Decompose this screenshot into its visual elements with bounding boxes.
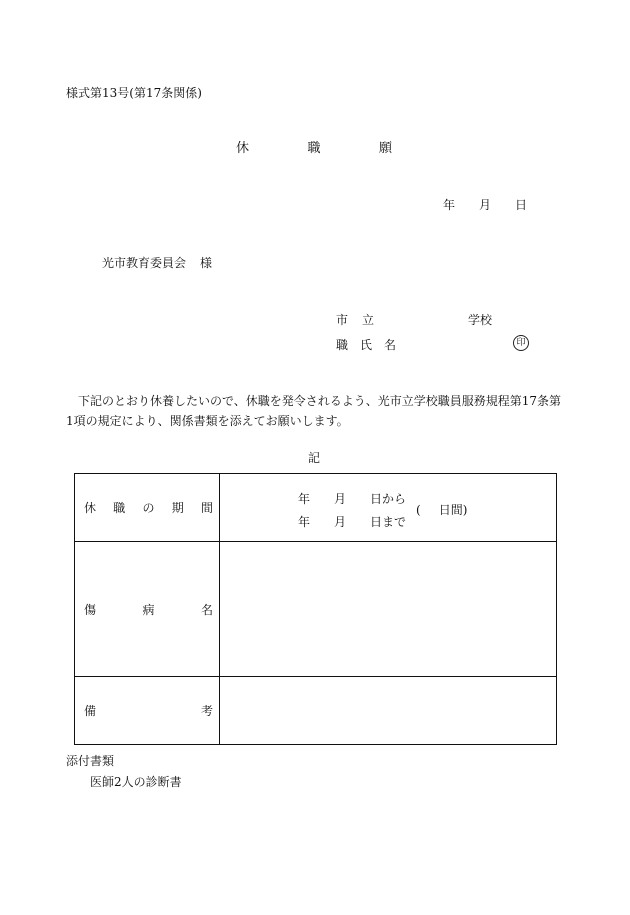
title-char: 休 bbox=[236, 141, 250, 156]
label-char: 備 bbox=[84, 704, 97, 718]
document-title bbox=[236, 142, 392, 155]
record-heading: 記 bbox=[308, 451, 321, 465]
label-char: 職 bbox=[113, 501, 126, 515]
attachment-item: 医師2人の診断書 bbox=[90, 775, 182, 789]
addressee-name: 光市教育委員会 bbox=[102, 256, 187, 270]
addressee-honorific: 様 bbox=[200, 256, 213, 270]
period-label bbox=[75, 499, 219, 516]
applicant-name-label bbox=[336, 339, 396, 351]
days-close-label: 日間) bbox=[438, 503, 468, 517]
leave-details-table bbox=[74, 473, 557, 745]
title-char: 職 bbox=[307, 141, 321, 156]
label-char: 期 bbox=[171, 501, 184, 515]
city-char: 市 bbox=[336, 313, 349, 327]
date-year-label: 年 bbox=[443, 198, 456, 212]
table-row bbox=[75, 474, 557, 542]
from-month-label: 月 bbox=[334, 492, 347, 506]
label-char: 考 bbox=[200, 704, 213, 718]
remarks-label bbox=[75, 702, 219, 719]
name-char: 名 bbox=[383, 338, 396, 352]
title-char: 願 bbox=[378, 141, 392, 156]
days-count-field bbox=[416, 501, 467, 518]
label-char: 休 bbox=[84, 501, 97, 515]
period-from-line bbox=[298, 490, 406, 507]
school-label: 学校 bbox=[468, 313, 493, 327]
period-to-line bbox=[298, 513, 406, 530]
illness-label-cell bbox=[75, 542, 220, 677]
to-day-suffix: 日まで bbox=[370, 515, 407, 529]
seal-mark: 印 bbox=[513, 335, 529, 351]
name-char: 職 bbox=[336, 338, 349, 352]
form-number: 様式第13号(第17条関係) bbox=[66, 86, 202, 100]
date-month-label: 月 bbox=[479, 198, 492, 212]
label-char: 間 bbox=[200, 501, 213, 515]
date-line bbox=[443, 199, 527, 211]
illness-value-cell bbox=[220, 542, 557, 677]
label-char: 傷 bbox=[84, 602, 97, 617]
label-char: 名 bbox=[200, 602, 213, 617]
to-month-label: 月 bbox=[334, 515, 347, 529]
attachments-title: 添付書類 bbox=[66, 754, 115, 768]
days-open-paren: ( bbox=[416, 503, 421, 517]
name-char: 氏 bbox=[359, 338, 372, 352]
table-row bbox=[75, 677, 557, 745]
period-label-cell bbox=[75, 474, 220, 542]
from-day-suffix: 日から bbox=[370, 492, 407, 506]
date-day-label: 日 bbox=[515, 198, 528, 212]
addressee bbox=[102, 257, 212, 269]
label-char: の bbox=[142, 501, 155, 515]
remarks-label-cell bbox=[75, 677, 220, 745]
period-fields bbox=[220, 474, 556, 541]
request-body-text: 下記のとおり休養したいので、休職を発令されるよう、光市立学校職員服務規程第17条第1項の規定により、関係書類を添えてお願いします。 bbox=[66, 394, 562, 428]
table-row bbox=[75, 542, 557, 677]
period-value-cell bbox=[220, 474, 557, 542]
city-char: 立 bbox=[361, 313, 374, 327]
to-year-label: 年 bbox=[298, 515, 311, 529]
city-label bbox=[336, 314, 374, 326]
remarks-value-cell bbox=[220, 677, 557, 745]
from-year-label: 年 bbox=[298, 492, 311, 506]
illness-label bbox=[75, 601, 219, 618]
label-char: 病 bbox=[142, 602, 155, 617]
